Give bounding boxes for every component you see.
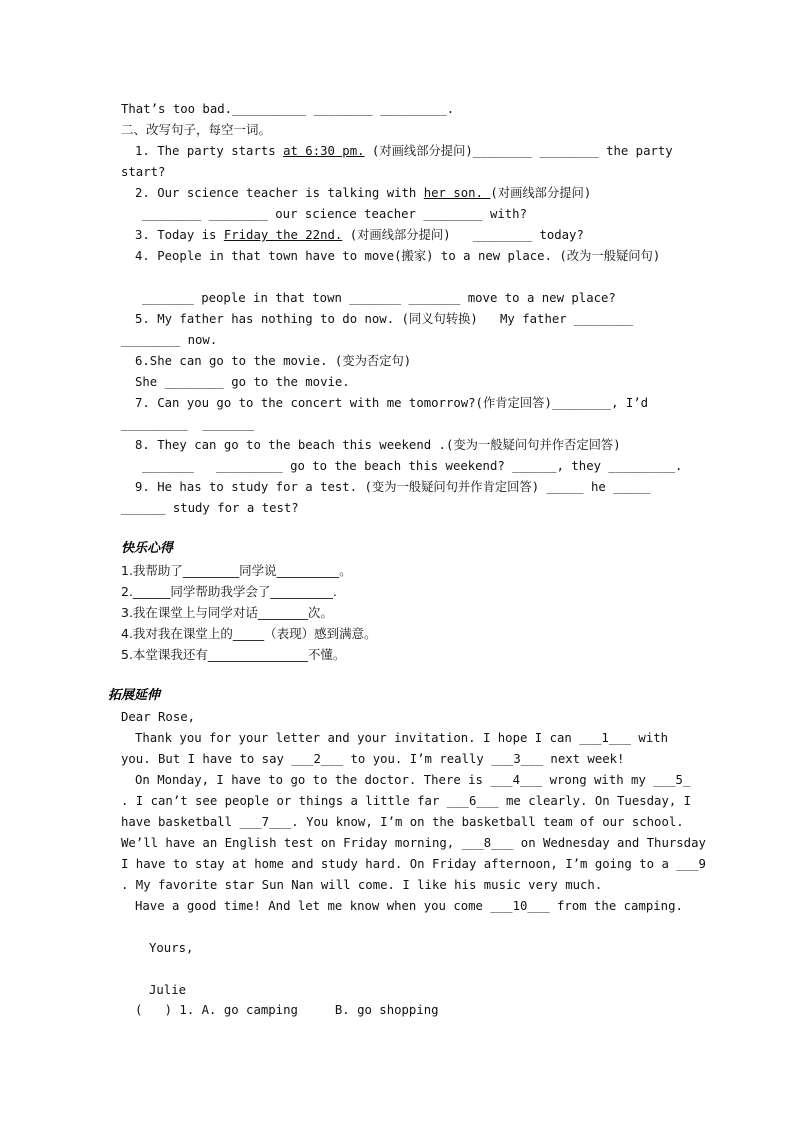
question-3 [135,227,584,243]
q1-underlined: at 6:30 pm. [283,144,365,158]
q3-text: 3. Today is [135,228,224,242]
letter-text: Have a good time! And let me know when you come [135,899,491,913]
blank-8: ___8___ [461,836,514,850]
blank-7: ___7___ [239,815,292,829]
q2-rest: (对画线部分提问) [490,186,592,200]
letter-signature: Julie [149,983,187,997]
letter-text: with [631,731,669,745]
letter-line-6 [121,835,706,851]
letter-text: . I can’t see people or things a little far [121,794,447,808]
line-thats-too-bad: That’s too bad.__________ ________ _________. [121,102,455,116]
blank-2: ___2___ [291,752,344,766]
section-title-extension: 拓展延伸 [108,688,161,703]
q1-text: 1. The party starts [135,144,284,158]
blank-1: ___1___ [579,731,632,745]
blank-5: ___5_ [653,773,691,787]
question-5: 5. My father has nothing to do now. (同义句转换) My father ________ [135,312,634,326]
letter-line-7 [121,856,706,872]
question-6: 6.She can go to the movie. (变为否定句) [135,354,412,368]
blank-3: ___3___ [491,752,544,766]
question-7: 7. Can you go to the concert with me tomorrow?(作肯定回答)________, I’d [135,396,649,410]
q2-text: 2. Our science teacher is talking with [135,186,424,200]
letter-line-1 [135,730,668,746]
letter-text: on Wednesday and Thursday [513,836,706,850]
letter-text: to you. I’m really [343,752,492,766]
letter-line-9 [135,898,683,914]
letter-text: from the camping. [549,899,683,913]
question-8: 8. They can go to the beach this weekend .(变为一般疑问句并作否定回答) [135,438,621,452]
letter-text: Thank you for your letter and your invitation. I hope I can [135,731,580,745]
letter-line-4 [121,793,691,809]
letter-text: wrong with my [542,773,654,787]
q2-underlined: her son. [423,186,491,200]
reflection-item-5: 5.本堂课我还有________________不懂。 [121,647,346,662]
letter-greeting: Dear Rose, [121,710,196,724]
reflection-item-3: 3.我在课堂上与同学对话________次。 [121,605,333,620]
question-5-cont: ________ now. [121,333,218,347]
letter-text: have basketball [121,815,240,829]
blank-4: ___4___ [490,773,543,787]
reflection-item-2: 2.______同学帮助我学会了__________. [121,584,337,599]
blank-9: ___9 [676,857,706,871]
letter-line-2 [121,751,624,767]
letter-text: I have to stay at home and study hard. On Friday afternoon, I’m going to a [121,857,677,871]
letter-text: me clearly. On Tuesday, I [498,794,692,808]
question-2-blanks: ________ ________ our science teacher ________ with? [142,207,527,221]
question-9-cont: ______ study for a test? [121,501,299,515]
letter-text: On Monday, I have to go to the doctor. There is [135,773,491,787]
reflection-item-1: 1.我帮助了_________同学说__________。 [121,563,352,578]
q1-rest: (对画线部分提问)________ ________ the party [364,144,673,158]
blank-10: ___10___ [490,899,550,913]
letter-line-5 [121,814,684,830]
letter-text: We’ll have an English test on Friday morning, [121,836,462,850]
blank-6: ___6___ [446,794,499,808]
q3-rest: (对画线部分提问) ________ today? [342,228,584,242]
question-1-cont: start? [121,165,166,179]
q3-underlined: Friday the 22nd. [223,228,343,242]
letter-line-3 [135,772,690,788]
letter-text: . You know, I’m on the basketball team of our school. [291,815,684,829]
section-heading-rewrite: 二、改写句子，每空一词。 [121,122,272,137]
question-4-blanks: _______ people in that town _______ _______ move to a new place? [142,291,616,305]
choice-question-1: ( ) 1. A. go camping B. go shopping [135,1003,439,1017]
letter-line-8: . My favorite star Sun Nan will come. I like his music very much. [121,878,603,892]
question-6-blanks: She ________ go to the movie. [135,375,350,389]
question-7-blanks: _________ _______ [121,417,255,431]
question-2 [135,185,591,201]
question-8-blanks: _______ _________ go to the beach this weekend? ______, they _________. [142,459,683,473]
reflection-item-4: 4.我对我在课堂上的_____（表现）感到满意。 [121,626,377,641]
question-1 [135,143,673,159]
letter-closing: Yours, [149,941,194,955]
question-4: 4. People in that town have to move(搬家) to a new place. (改为一般疑问句) [135,249,661,263]
question-9: 9. He has to study for a test. (变为一般疑问句并作肯定回答) _____ he _____ [135,480,651,494]
letter-text: you. But I have to say [121,752,292,766]
letter-text: next week! [543,752,625,766]
section-title-happy-gains: 快乐心得 [121,541,174,556]
